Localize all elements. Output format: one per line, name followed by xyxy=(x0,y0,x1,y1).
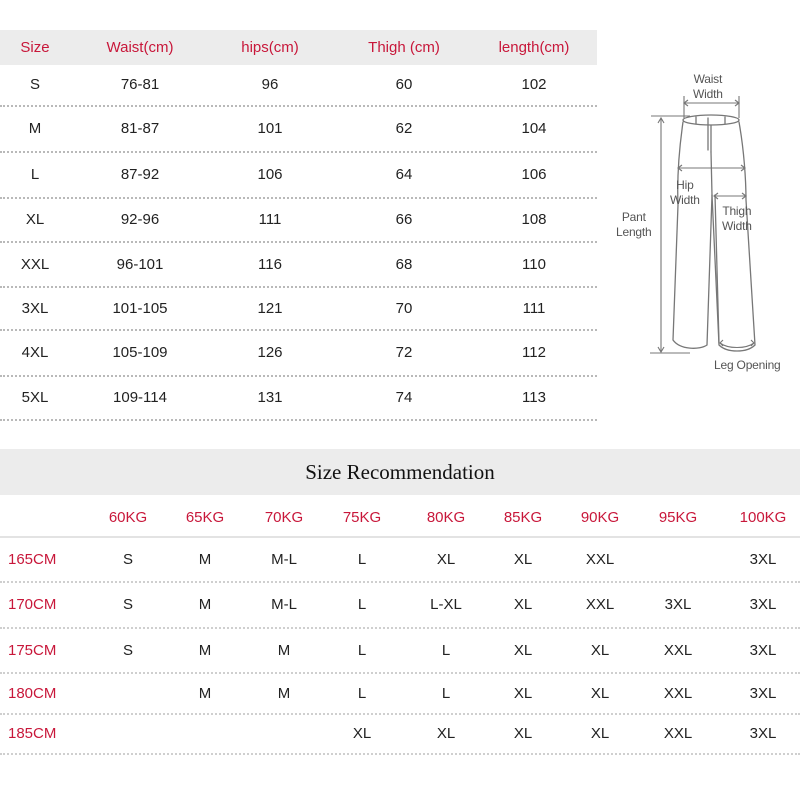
size-cell: L xyxy=(357,642,367,659)
header-hips: hips(cm) xyxy=(241,39,299,56)
size-cell: XL xyxy=(513,685,533,702)
size-cell: XXL xyxy=(585,596,615,613)
size-cell: XL xyxy=(352,725,372,742)
weight-header: 60KG xyxy=(108,509,148,526)
table-cell: 96-101 xyxy=(116,256,164,273)
size-cell: S xyxy=(122,551,134,568)
table-cell: 64 xyxy=(395,166,413,183)
table-cell: 111 xyxy=(258,211,282,228)
table-cell: XL xyxy=(25,211,45,228)
size-cell: XL xyxy=(590,725,610,742)
size-cell: M-L xyxy=(271,596,297,613)
table-cell: 113 xyxy=(522,389,546,406)
size-cell: M xyxy=(277,642,291,659)
table-cell: 108 xyxy=(521,211,547,228)
table-cell: 5XL xyxy=(21,389,49,406)
table-cell: 105-109 xyxy=(112,344,168,361)
row-divider xyxy=(0,419,597,421)
weight-header: 65KG xyxy=(185,509,225,526)
size-cell: 3XL xyxy=(749,642,777,659)
size-cell: M xyxy=(198,551,212,568)
size-cell: XL xyxy=(436,725,456,742)
table-cell: 81-87 xyxy=(120,120,160,137)
weight-header: 70KG xyxy=(264,509,304,526)
header-size: Size xyxy=(20,39,50,56)
size-cell: M xyxy=(198,685,212,702)
table-row xyxy=(0,243,597,288)
size-cell: XL xyxy=(513,596,533,613)
size-cell: L xyxy=(357,685,367,702)
waist-width-label xyxy=(693,72,723,102)
table-cell: 109-114 xyxy=(113,389,167,406)
table-cell: XXL xyxy=(20,256,50,273)
size-cell: L-XL xyxy=(430,596,462,613)
table-cell: 131 xyxy=(257,389,283,406)
hip-width-label xyxy=(670,178,700,208)
table-row xyxy=(0,674,800,715)
pants-measurement-diagram xyxy=(600,60,800,380)
weight-header: 85KG xyxy=(503,509,543,526)
header-waist: Waist(cm) xyxy=(106,39,174,56)
size-cell: XL xyxy=(513,725,533,742)
height-label: 170CM xyxy=(8,596,57,613)
waist-width-label-line2: Width xyxy=(693,87,723,101)
size-cell: M-L xyxy=(271,551,297,568)
table-cell: 62 xyxy=(395,120,413,137)
size-cell: L xyxy=(357,596,367,613)
table-cell: 111 xyxy=(522,300,546,317)
table-cell: 110 xyxy=(522,256,546,273)
table-cell: 121 xyxy=(257,300,283,317)
weight-header: 90KG xyxy=(580,509,620,526)
thigh-width-label xyxy=(722,204,752,234)
size-cell: XXL xyxy=(663,725,693,742)
table-row xyxy=(0,288,597,331)
table-cell: 101-105 xyxy=(112,300,168,317)
table-cell: 66 xyxy=(395,211,413,228)
table-row xyxy=(0,538,800,583)
header-length: length(cm) xyxy=(498,39,570,56)
table-cell: 60 xyxy=(395,76,413,93)
table-row xyxy=(0,377,597,421)
hip-width-label-line2: Width xyxy=(670,193,700,207)
size-chart-header xyxy=(0,30,597,65)
size-cell: 3XL xyxy=(749,596,777,613)
table-cell: 126 xyxy=(257,344,283,361)
table-row xyxy=(0,153,597,199)
table-cell: 92-96 xyxy=(120,211,160,228)
size-chart-table xyxy=(0,30,597,421)
waist-width-label-line1: Waist xyxy=(693,72,723,86)
table-cell: 70 xyxy=(395,300,413,317)
size-cell: XL xyxy=(513,642,533,659)
table-cell: 106 xyxy=(257,166,283,183)
thigh-width-label-line2: Width xyxy=(722,219,752,233)
size-cell: M xyxy=(277,685,291,702)
pant-length-label-line2: Length xyxy=(616,225,652,239)
size-cell: XXL xyxy=(585,551,615,568)
leg-opening-label: Leg Opening xyxy=(714,358,781,372)
thigh-width-label-line1: Thigh xyxy=(722,204,752,218)
size-cell: XL xyxy=(590,685,610,702)
size-recommendation-title: Size Recommendation xyxy=(0,449,800,495)
weight-header: 100KG xyxy=(739,509,787,526)
size-cell: M xyxy=(198,596,212,613)
size-cell: S xyxy=(122,642,134,659)
size-cell: XXL xyxy=(663,642,693,659)
weight-header: 80KG xyxy=(426,509,466,526)
table-row xyxy=(0,107,597,153)
hip-width-label-line1: Hip xyxy=(676,178,694,192)
size-cell: S xyxy=(122,596,134,613)
table-cell: 116 xyxy=(258,256,282,273)
size-cell: L xyxy=(441,642,451,659)
row-divider xyxy=(0,753,800,755)
size-cell: 3XL xyxy=(749,551,777,568)
table-cell: 3XL xyxy=(21,300,49,317)
table-cell: M xyxy=(28,120,42,137)
table-cell: 74 xyxy=(395,389,413,406)
table-cell: 72 xyxy=(395,344,413,361)
table-cell: 87-92 xyxy=(120,166,160,183)
table-cell: 104 xyxy=(521,120,547,137)
height-label: 175CM xyxy=(8,642,57,659)
height-label: 165CM xyxy=(8,551,57,568)
height-label: 180CM xyxy=(8,685,57,702)
table-cell: 68 xyxy=(395,256,413,273)
weight-header: 95KG xyxy=(658,509,698,526)
size-cell: XXL xyxy=(663,685,693,702)
size-cell: 3XL xyxy=(749,725,777,742)
table-cell: 4XL xyxy=(21,344,49,361)
weight-header: 75KG xyxy=(342,509,382,526)
size-cell: 3XL xyxy=(749,685,777,702)
size-recommendation-table xyxy=(0,538,800,755)
table-cell: 101 xyxy=(257,120,283,137)
pant-length-label xyxy=(616,210,652,240)
table-cell: S xyxy=(29,76,41,93)
table-row xyxy=(0,583,800,629)
size-cell: XL xyxy=(436,551,456,568)
size-cell: M xyxy=(198,642,212,659)
table-row xyxy=(0,199,597,243)
size-cell: XL xyxy=(513,551,533,568)
table-row xyxy=(0,65,597,107)
size-cell: L xyxy=(357,551,367,568)
table-row xyxy=(0,629,800,674)
table-cell: 76-81 xyxy=(120,76,160,93)
size-cell: 3XL xyxy=(664,596,692,613)
table-cell: 112 xyxy=(522,344,546,361)
table-cell: 96 xyxy=(261,76,279,93)
pant-length-label-line1: Pant xyxy=(621,210,646,224)
table-cell: 106 xyxy=(521,166,547,183)
table-row xyxy=(0,331,597,377)
height-label: 185CM xyxy=(8,725,57,742)
table-row xyxy=(0,715,800,755)
table-cell: L xyxy=(30,166,40,183)
header-thigh: Thigh (cm) xyxy=(368,39,440,56)
size-cell: XL xyxy=(590,642,610,659)
table-cell: 102 xyxy=(521,76,547,93)
size-cell: L xyxy=(441,685,451,702)
weight-column-headers xyxy=(0,500,800,536)
